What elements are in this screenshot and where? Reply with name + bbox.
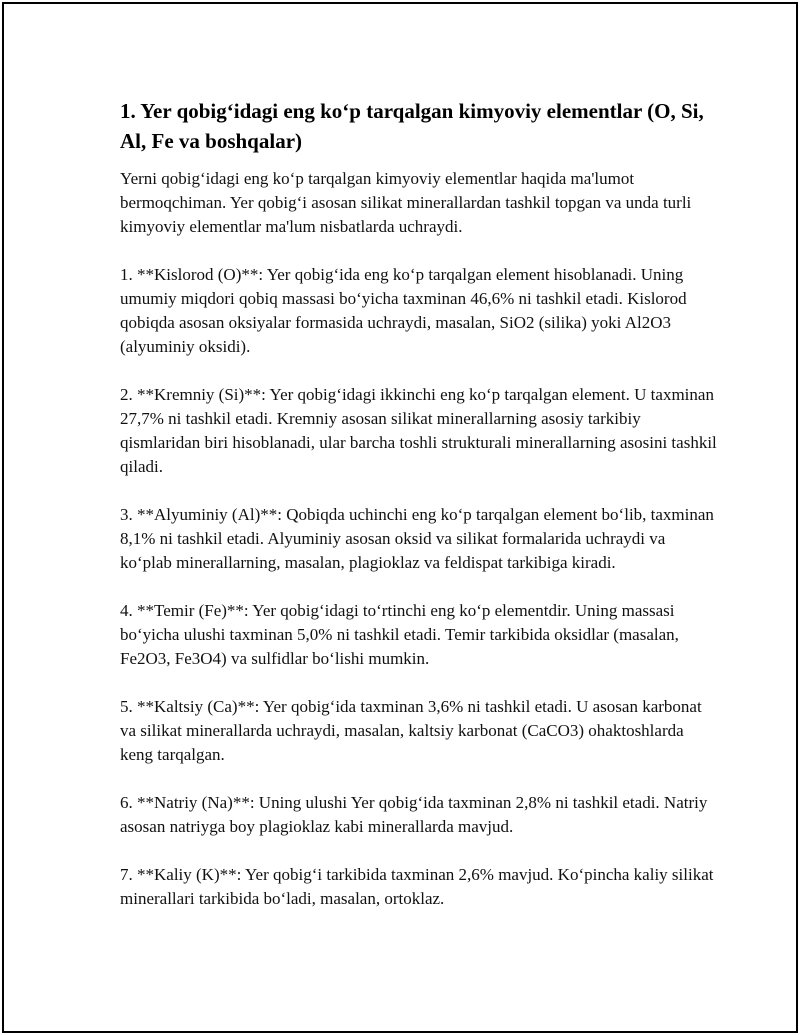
document-heading: 1. Yer qobig‘idagi eng ko‘p tarqalgan kimyoviy elementlar (O, Si, Al, Fe va boshqalar) — [120, 99, 704, 153]
document-page — [2, 2, 798, 1033]
element-item-iron: 4. **Temir (Fe)**: Yer qobig‘idagi to‘rtinchi eng ko‘p elementdir. Uning massasi bo‘yicha ulushi taxminan 5,0% ni tashkil etadi. Temir tarkibida oksidlar (masalan, Fe2O3, Fe3O4) va sulfidlar bo‘lishi mumkin. — [120, 601, 679, 668]
element-item-silicon: 2. **Kremniy (Si)**: Yer qobig‘idagi ikkinchi eng ko‘p tarqalgan element. U taxminan 27,7% ni tashkil etadi. Kremniy asosan silikat minerallarning asosiy tarkibiy qismlaridan biri hisoblanadi, ular barcha toshli strukturali minerallarning asosini tashkil qiladi. — [120, 385, 717, 476]
document-body — [120, 96, 720, 911]
element-item-aluminium: 3. **Alyuminiy (Al)**: Qobiqda uchinchi eng ko‘p tarqalgan element bo‘lib, taxminan 8,1% ni tashkil etadi. Alyuminiy asosan oksid va silikat formalarida uchraydi va ko‘plab minerallarning, masalan, plagioklaz va feldispat tarkibiga kiradi. — [120, 505, 714, 572]
element-item-potassium: 7. **Kaliy (K)**: Yer qobig‘i tarkibida taxminan 2,6% mavjud. Ko‘pincha kaliy silikat minerallari tarkibida bo‘ladi, masalan, ortoklaz. — [120, 865, 714, 908]
element-item-oxygen: 1. **Kislorod (O)**: Yer qobig‘ida eng ko‘p tarqalgan element hisoblanadi. Uning umumiy miqdori qobiq massasi bo‘yicha taxminan 46,6% ni tashkil etadi. Kislorod qobiqda asosan oksiyalar formasida uchraydi, masalan, SiO2 (silika) yoki Al2O3 (alyuminiy oksidi). — [120, 265, 687, 356]
element-item-sodium: 6. **Natriy (Na)**: Uning ulushi Yer qobig‘ida taxminan 2,8% ni tashkil etadi. Natriy asosan natriyga boy plagioklaz kabi minerallarda mavjud. — [120, 793, 708, 836]
element-item-calcium: 5. **Kaltsiy (Ca)**: Yer qobig‘ida taxminan 3,6% ni tashkil etadi. U asosan karbonat va silikat minerallarda uchraydi, masalan, kaltsiy karbonat (CaCO3) ohaktoshlarda keng tarqalgan. — [120, 697, 702, 764]
intro-paragraph: Yerni qobig‘idagi eng ko‘p tarqalgan kimyoviy elementlar haqida ma'lumot bermoqchiman. Yer qobig‘i asosan silikat minerallardan tashkil topgan va unda turli kimyoviy elementlar ma'lum nisbatlarda uchraydi. — [120, 169, 692, 236]
